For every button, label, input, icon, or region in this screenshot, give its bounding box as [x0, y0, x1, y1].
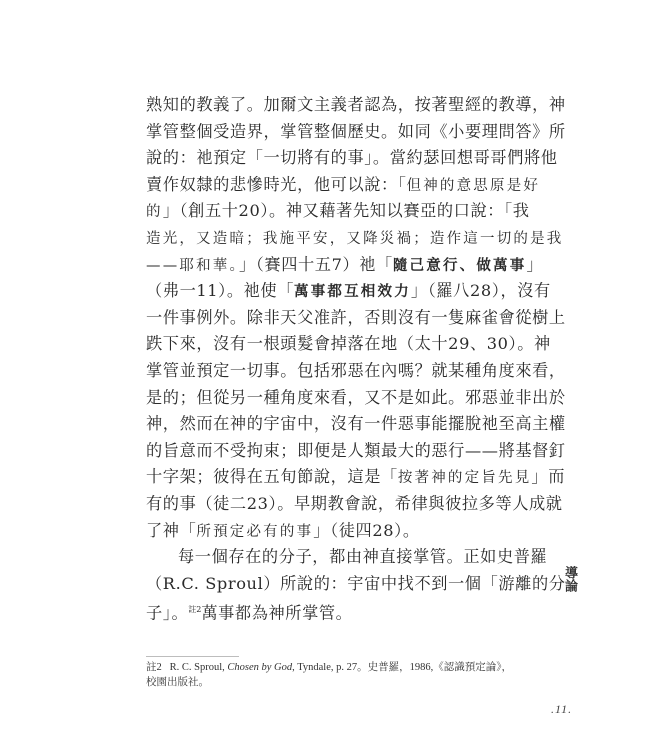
page-number: .11.	[551, 702, 573, 716]
text-line: 掌管整個受造界，掌管整個歷史。如同《小要理問答》所	[146, 121, 566, 141]
scripture-quote: 但神的意思原是好	[406, 177, 541, 194]
text-span: 」（徒四28）。	[313, 520, 420, 540]
footnote-ref[interactable]: 註2	[188, 605, 202, 615]
chapter-side-tab: 導論	[562, 566, 577, 592]
text-line: 是的；但從另一種角度來看，又不是如此。邪惡並非出於	[146, 387, 566, 407]
text-line: 熟知的教義了。加爾文主義者認為，按著聖經的教導，神	[146, 95, 566, 114]
scripture-quote: 所預定必有的事	[196, 523, 314, 540]
footnote-rest: , Tyndale, p. 27。史普羅，1986,《認識預定論》，	[292, 662, 512, 673]
text-line: 一件事例外。除非天父准許，否則沒有一隻麻雀會從樹上	[146, 307, 566, 327]
text-span: 萬事都為神所掌管。	[201, 603, 353, 623]
text-span: 」（賽四十五7）祂「	[238, 254, 393, 274]
text-span: 了神「	[146, 520, 197, 540]
text-line: 說的：祂預定「一切將有的事」。當約瑟回想哥哥們將他	[146, 148, 558, 168]
text-line	[146, 278, 551, 305]
text-line	[146, 464, 565, 491]
body-text	[146, 92, 566, 624]
scripture-quote: 造光，又造暗；我施平安，又降災禍；造作這一切的是我	[146, 230, 564, 247]
scripture-quote: 按著神的定旨先見	[397, 470, 532, 487]
text-line: 掌管並預定一切事。包括邪惡在內嗎？就某種角度來看，	[146, 360, 566, 380]
footnote-label: 註2	[146, 662, 162, 673]
text-span: 」（羅八28），沒有	[410, 281, 551, 301]
text-span: 十字架；彼得在五旬節說，這是「	[146, 467, 398, 487]
text-line: 神，然而在神的宇宙中，沒有一件惡事能擺脫祂至高主權	[146, 414, 566, 434]
footnote-divider	[146, 656, 239, 657]
footnote-author: R. C. Sproul,	[169, 662, 228, 673]
text-line	[146, 198, 536, 225]
text-line: 每一個存在的分子，都由神直接掌管。正如史普羅	[178, 547, 548, 567]
text-span: （弗一11）。祂使「	[146, 281, 294, 301]
footnote-line	[146, 660, 546, 675]
footnote-line: 校園出版社。	[146, 677, 209, 688]
text-span: 賣作奴隸的悲慘時光，他可以說：「	[146, 174, 407, 194]
text-line: 有的事（徒二23）。早期教會說，希律與彼拉多等人成就	[146, 493, 563, 513]
text-line: 的旨意而不受拘束；即便是人類最大的惡行——將基督釘	[146, 440, 566, 460]
footnote-book-title: Chosen by God	[227, 662, 293, 673]
text-line	[146, 597, 536, 624]
text-line: （R.C. Sproul）所說的：宇宙中找不到一個「游離的分	[146, 573, 566, 593]
text-span: 子」。	[146, 603, 189, 623]
scripture-quote: 萬事都互相效力	[294, 284, 411, 301]
scripture-quote: 隨己意行、做萬事	[392, 257, 527, 274]
text-span: 」	[526, 254, 544, 274]
footnote	[146, 660, 546, 690]
text-span: 」（創五十20）。神又藉著先知以賽亞的口說：「我	[162, 201, 530, 221]
text-line	[146, 252, 544, 279]
scripture-quote: ——耶和華。	[146, 257, 239, 274]
text-line	[146, 518, 536, 545]
text-line	[146, 225, 564, 252]
scripture-quote: 的	[146, 204, 163, 221]
text-line: 跌下來，沒有一根頭髮會掉落在地（太十29、30）。神	[146, 334, 551, 354]
text-span: 」而	[531, 467, 565, 487]
text-line	[146, 172, 541, 199]
